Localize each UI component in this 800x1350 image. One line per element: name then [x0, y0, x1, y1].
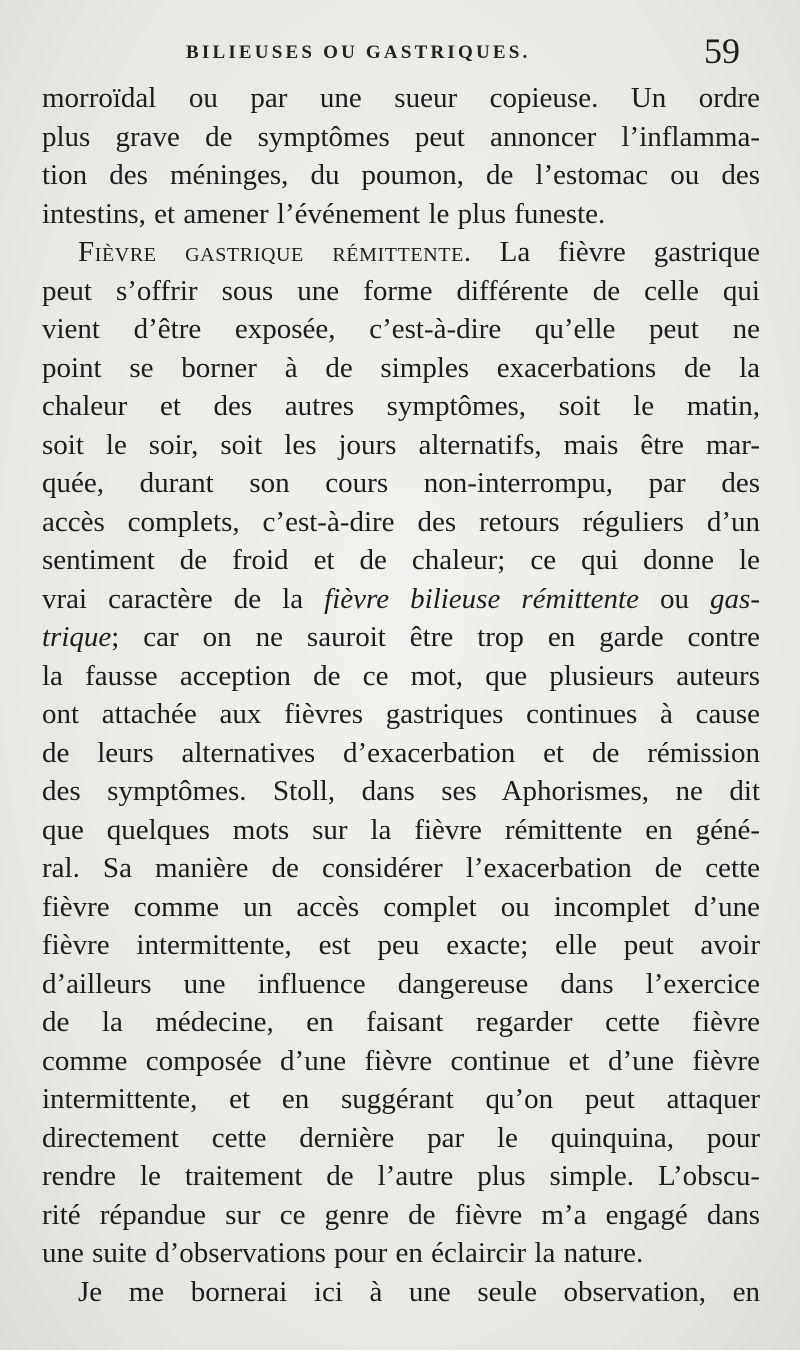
text-line: rendre le traitement de l’autre plus simple. L’obscu-	[42, 1160, 760, 1192]
text-line: la fausse acception de ce mot, que plusieurs auteurs	[42, 659, 760, 692]
italic-term: trique	[42, 621, 112, 653]
text-line: morroïdal ou par une sueur copieuse. Un ordre	[42, 82, 760, 114]
text-line: ont attachée aux fièvres gastriques continues à cause	[42, 698, 760, 730]
italic-term: gas-	[710, 582, 760, 615]
text-line: peut s’offrir sous une forme différente de celle qui	[42, 274, 760, 307]
text-span: vrai caractère de la	[42, 582, 325, 615]
text-line: intestins, et amener l’événement le plus funeste.	[42, 197, 606, 230]
text-line: sentiment de froid et de chaleur; ce qui donne le	[42, 544, 760, 576]
text-line: soit le soir, soit les jours alternatifs, mais être mar-	[42, 428, 760, 461]
text-line: des symptômes. Stoll, dans ses Aphorismes, ne dit	[42, 775, 760, 807]
text-line: quée, durant son cours non-interrompu, par des	[42, 467, 760, 499]
text-line: intermittente, et en suggérant qu’on peut attaquer	[42, 1083, 760, 1115]
text-line: de la médecine, en faisant regarder cette fièvre	[42, 1006, 760, 1038]
italic-term: fièvre bilieuse rémittente	[324, 582, 639, 615]
text-line: d’ailleurs une influence dangereuse dans l’exercice	[42, 967, 760, 1000]
text-line: accès complets, c’est-à-dire des retours réguliers d’un	[42, 505, 760, 538]
page-header	[0, 30, 800, 70]
text-line: tion des méninges, du poumon, de l’estomac ou des	[42, 159, 760, 191]
text-span: La fièvre gastrique	[471, 236, 760, 268]
section-heading-line	[42, 233, 760, 272]
text-line: directement cette dernière par le quinquina, pour	[42, 1121, 760, 1154]
text-line: fièvre comme un accès complet ou incomplet d’une	[42, 890, 760, 923]
text-line: fièvre intermittente, est peu exacte; elle peut avoir	[42, 929, 760, 961]
text-line: Je me bornerai ici à une seule observation, en	[78, 1275, 760, 1308]
running-head: BILIEUSES OU GASTRIQUES.	[186, 42, 531, 63]
text-line: vient d’être exposée, c’est-à-dire qu’elle peut ne	[42, 313, 760, 345]
text-line: de leurs alternatives d’exacerbation et de rémission	[42, 736, 760, 769]
text-line: que quelques mots sur la fièvre rémittente en géné-	[42, 813, 760, 846]
page-number: 59	[704, 31, 740, 71]
text-line: comme composée d’une fièvre continue et d’une fièvre	[42, 1044, 760, 1077]
text-line	[42, 580, 760, 619]
text-span: ou	[638, 582, 711, 615]
text-line: point se borner à de simples exacerbations de la	[42, 351, 760, 384]
text-line	[42, 618, 760, 657]
text-line: plus grave de symptômes peut annoncer l’inflamma-	[42, 120, 760, 153]
text-line: une suite d’observations pour en éclaircir la nature.	[42, 1237, 644, 1269]
text-line: ral. Sa manière de considérer l’exacerbation de cette	[42, 852, 760, 884]
section-heading: Fièvre gastrique rémittente.	[78, 236, 472, 268]
body-text	[42, 79, 760, 1311]
text-line: chaleur et des autres symptômes, soit le matin,	[42, 390, 760, 422]
text-span: ; car on ne sauroit être trop en garde contre	[111, 621, 760, 653]
text-line: rité répandue sur ce genre de fièvre m’a engagé dans	[42, 1198, 760, 1231]
